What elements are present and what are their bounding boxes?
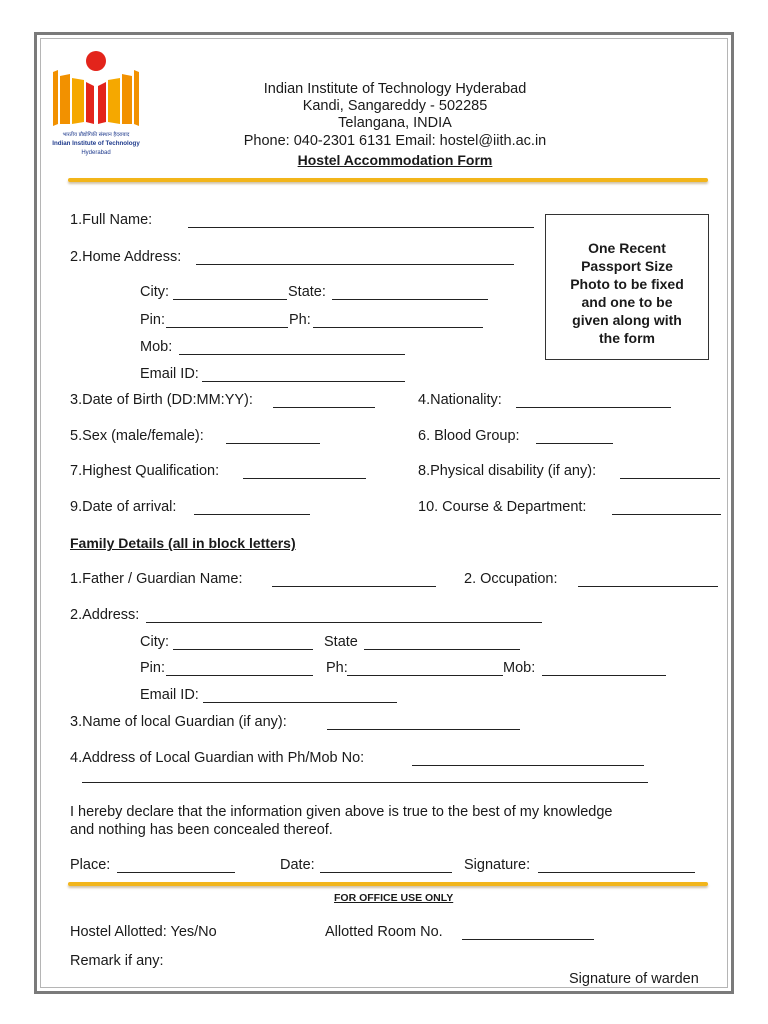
signature-field[interactable] <box>538 872 695 873</box>
institute-contact: Phone: 040-2301 6131 Email: hostel@iith.ac.in <box>243 133 547 149</box>
full-name-label: 1.Full Name: <box>70 212 153 228</box>
ph-label: Ph: <box>289 312 311 328</box>
logo-hindi-text: भारतीय प्रौद्योगिकी संस्थान हैदराबाद <box>62 132 130 138</box>
declaration-line-1: I hereby declare that the information given above is true to the best of my knowledge <box>70 804 613 820</box>
institute-address-2: Telangana, INDIA <box>338 115 452 131</box>
state-field[interactable] <box>332 299 488 300</box>
occupation-label: 2. Occupation: <box>464 571 558 587</box>
date-field[interactable] <box>320 872 452 873</box>
family-email-label: Email ID: <box>140 687 199 703</box>
mob-field[interactable] <box>179 354 405 355</box>
family-state-label: State <box>324 634 358 650</box>
institute-name: Indian Institute of Technology Hyderabad <box>263 81 527 97</box>
family-city-label: City: <box>140 634 169 650</box>
email-field[interactable] <box>202 381 405 382</box>
home-address-label: 2.Home Address: <box>70 249 182 265</box>
course-label: 10. Course & Department: <box>418 499 587 515</box>
form-title: Hostel Accommodation Form <box>297 152 493 168</box>
disability-field[interactable] <box>620 478 720 479</box>
photo-box-line: One Recent <box>588 240 666 256</box>
pin-field[interactable] <box>166 327 288 328</box>
ph-field[interactable] <box>313 327 483 328</box>
family-ph-field[interactable] <box>347 675 503 676</box>
qualification-label: 7.Highest Qualification: <box>70 463 220 479</box>
nationality-label: 4.Nationality: <box>418 392 502 408</box>
qualification-field[interactable] <box>243 478 366 479</box>
office-divider <box>68 882 708 886</box>
sex-field[interactable] <box>226 443 320 444</box>
family-ph-label: Ph: <box>326 660 348 676</box>
photo-box <box>545 214 709 360</box>
institute-address-1: Kandi, Sangareddy - 502285 <box>302 98 488 114</box>
family-address-label: 2.Address: <box>70 607 140 623</box>
photo-box-line: and one to be <box>581 294 673 310</box>
family-pin-label: Pin: <box>140 660 165 676</box>
father-name-label: 1.Father / Guardian Name: <box>70 571 243 587</box>
dob-label: 3.Date of Birth (DD:MM:YY): <box>70 392 253 408</box>
family-details-heading: Family Details (all in block letters) <box>70 535 296 551</box>
warden-signature-label: Signature of warden <box>569 971 699 987</box>
full-name-field[interactable] <box>188 227 534 228</box>
pin-label: Pin: <box>140 312 165 328</box>
family-state-field[interactable] <box>364 649 520 650</box>
sex-label: 5.Sex (male/female): <box>70 428 204 444</box>
nationality-field[interactable] <box>516 407 671 408</box>
course-field[interactable] <box>612 514 721 515</box>
local-guardian-label: 3.Name of local Guardian (if any): <box>70 714 287 730</box>
dob-field[interactable] <box>273 407 375 408</box>
photo-box-line: given along with <box>572 312 682 328</box>
state-label: State: <box>288 284 326 300</box>
date-label: Date: <box>280 857 315 873</box>
signature-label: Signature: <box>464 857 531 873</box>
local-guardian-address-field[interactable] <box>412 765 644 766</box>
father-name-field[interactable] <box>272 586 436 587</box>
place-label: Place: <box>70 857 111 873</box>
family-mob-label: Mob: <box>503 660 536 676</box>
hostel-allotted-label: Hostel Allotted: Yes/No <box>70 924 217 940</box>
logo-city-text: Hyderabad <box>81 150 111 156</box>
arrival-label: 9.Date of arrival: <box>70 499 177 515</box>
photo-box-line: Photo to be fixed <box>570 276 684 292</box>
room-no-field[interactable] <box>462 939 594 940</box>
occupation-field[interactable] <box>578 586 718 587</box>
place-field[interactable] <box>117 872 235 873</box>
blood-group-label: 6. Blood Group: <box>418 428 520 444</box>
disability-label: 8.Physical disability (if any): <box>418 463 597 479</box>
local-guardian-address-label: 4.Address of Local Guardian with Ph/Mob No: <box>70 750 365 766</box>
family-city-field[interactable] <box>173 649 313 650</box>
header-divider <box>68 178 708 182</box>
declaration-line-2: and nothing has been concealed thereof. <box>70 822 333 838</box>
arrival-field[interactable] <box>194 514 310 515</box>
remark-label: Remark if any: <box>70 953 164 969</box>
family-pin-field[interactable] <box>166 675 313 676</box>
local-guardian-address-field-2[interactable] <box>82 782 648 783</box>
photo-box-line: Passport Size <box>581 258 673 274</box>
email-label: Email ID: <box>140 366 199 382</box>
family-mob-field[interactable] <box>542 675 666 676</box>
city-field[interactable] <box>173 299 287 300</box>
local-guardian-field[interactable] <box>327 729 520 730</box>
photo-box-line: the form <box>599 330 655 346</box>
room-no-label: Allotted Room No. <box>325 924 443 940</box>
logo-english-text: Indian Institute of Technology <box>52 140 140 147</box>
mob-label: Mob: <box>140 339 173 355</box>
blood-group-field[interactable] <box>536 443 613 444</box>
office-use-heading: FOR OFFICE USE ONLY <box>334 892 454 904</box>
family-email-field[interactable] <box>203 702 397 703</box>
family-address-field[interactable] <box>146 622 542 623</box>
iith-logo <box>50 50 146 162</box>
city-label: City: <box>140 284 169 300</box>
home-address-field[interactable] <box>196 264 514 265</box>
